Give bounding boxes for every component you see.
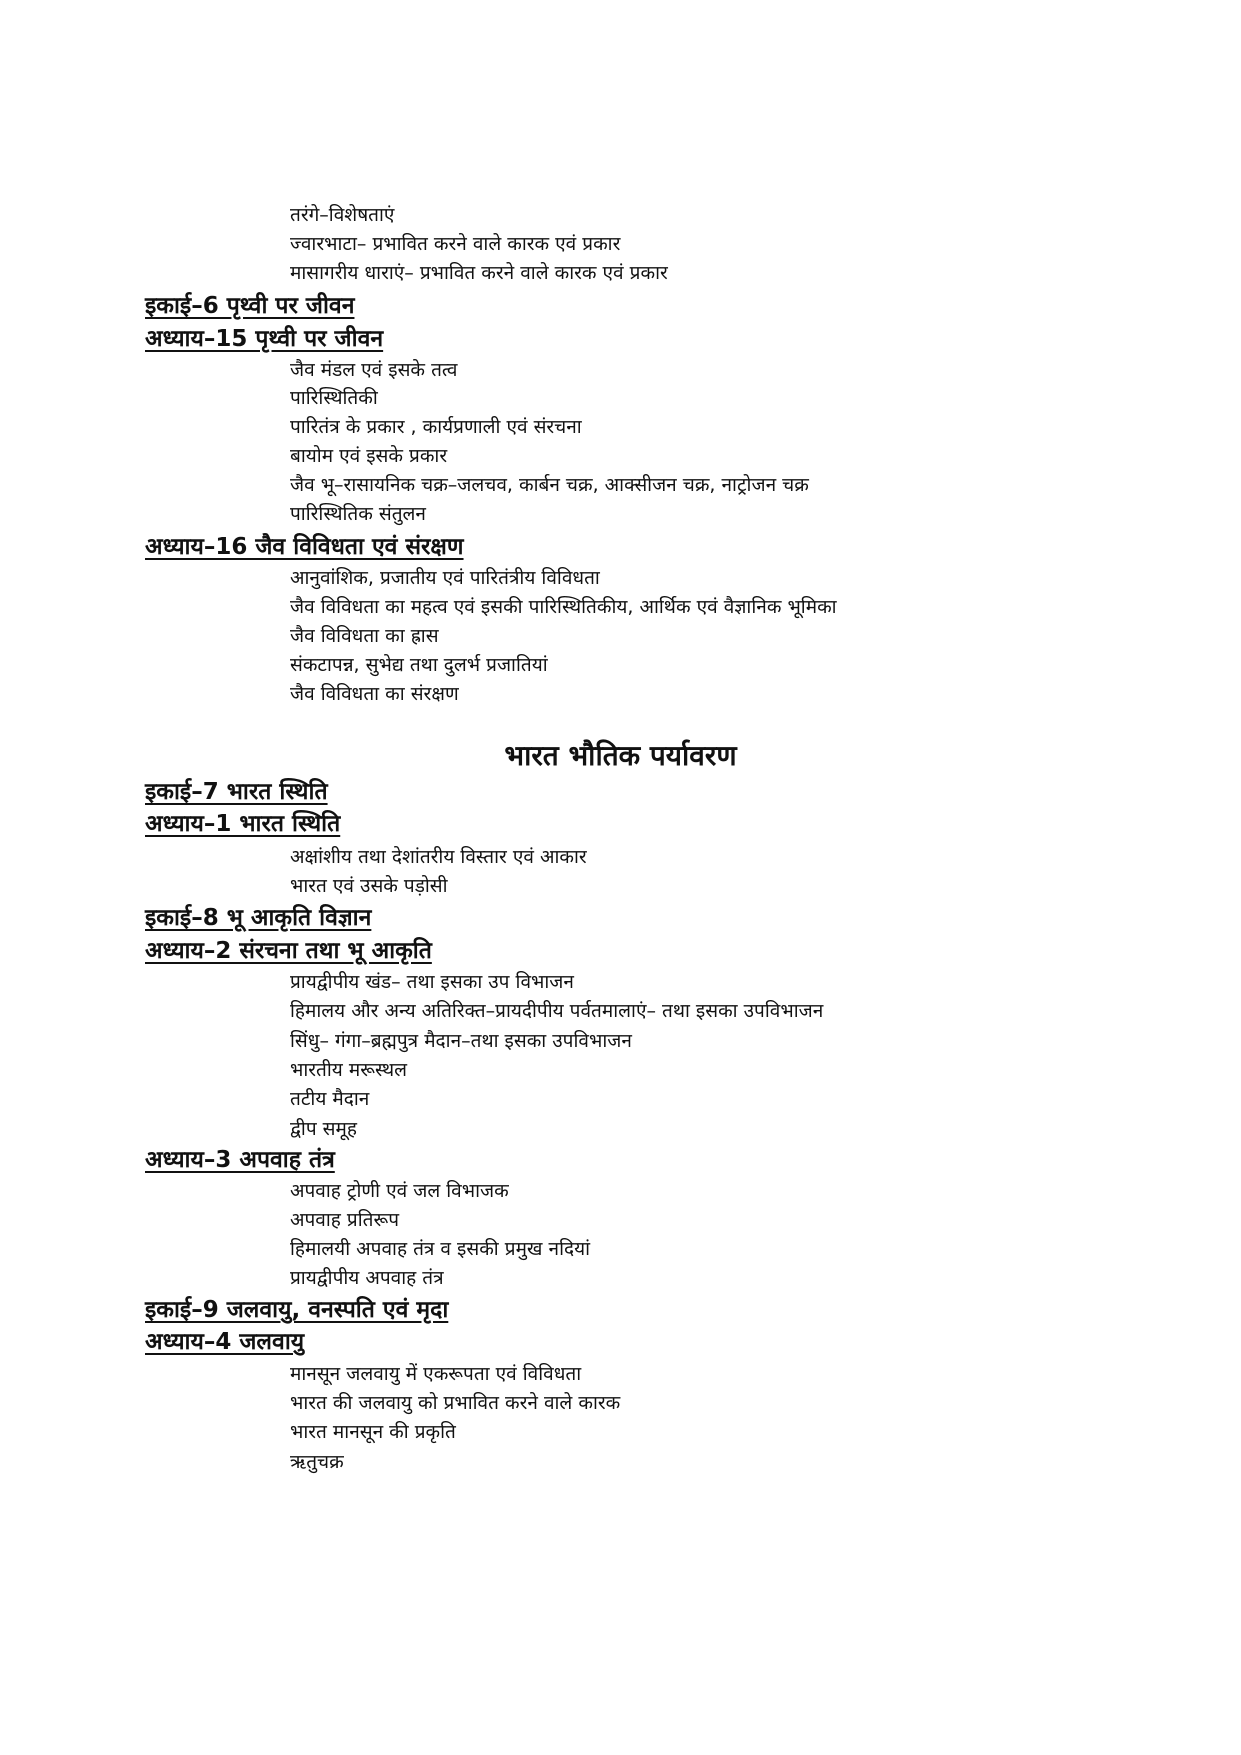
section-heading: अध्याय–15 पृथ्वी पर जीवन — [145, 326, 384, 352]
topic-line: जैव विविधता का महत्व एवं इसकी पारिस्थितिकीय, आर्थिक एवं वैज्ञानिक भूमिका — [290, 596, 837, 618]
topic-line: तरंगे–विशेषताएं — [290, 204, 395, 226]
topic-line: जैव विविधता का संरक्षण — [290, 683, 459, 705]
topic-line: भारत मानसून की प्रकृति — [290, 1421, 456, 1443]
section-heading: इकाई–8 भू आकृति विज्ञान — [145, 905, 372, 931]
topic-line: मानसून जलवायु में एकरूपता एवं विविधता — [290, 1363, 582, 1385]
topic-line: अपवाह प्रतिरूप — [290, 1209, 400, 1231]
topic-line: हिमालयी अपवाह तंत्र व इसकी प्रमुख नदियां — [290, 1238, 591, 1260]
topic-line: प्रायद्वीपीय खंड– तथा इसका उप विभाजन — [290, 971, 574, 993]
section-heading: अध्याय–4 जलवायु — [145, 1329, 305, 1355]
topic-line: द्वीप समूह — [290, 1118, 357, 1140]
topic-line: मासागरीय धाराएं– प्रभावित करने वाले कारक एवं प्रकार — [290, 262, 668, 284]
section-heading: अध्याय–16 जैव विविधता एवं संरक्षण — [145, 534, 464, 560]
topic-line: भारत की जलवायु को प्रभावित करने वाले कारक — [290, 1392, 621, 1414]
topic-line: अपवाह ट्रोणी एवं जल विभाजक — [290, 1180, 509, 1202]
part-title: भारत भौतिक पर्यावरण — [504, 739, 737, 772]
topic-line: ज्वारभाटा– प्रभावित करने वाले कारक एवं प्रकार — [290, 233, 621, 255]
topic-line: सिंधु– गंगा–ब्रह्मपुत्र मैदान–तथा इसका उपविभाजन — [290, 1030, 632, 1052]
topic-line: प्रायद्वीपीय अपवाह तंत्र — [290, 1267, 444, 1289]
topic-line: हिमालय और अन्य अतिरिक्त–प्रायदीपीय पर्वतमालाएं– तथा इसका उपविभाजन — [290, 1000, 824, 1022]
topic-line: बायोम एवं इसके प्रकार — [290, 445, 448, 467]
topic-line: तटीय मैदान — [290, 1088, 370, 1110]
topic-line: भारतीय मरूस्थल — [290, 1059, 408, 1081]
topic-line: अक्षांशीय तथा देशांतरीय विस्तार एवं आकार — [290, 846, 587, 868]
section-heading: इकाई–6 पृथ्वी पर जीवन — [145, 293, 355, 319]
section-heading: अध्याय–1 भारत स्थिति — [145, 811, 341, 837]
section-heading: अध्याय–3 अपवाह तंत्र — [145, 1147, 335, 1173]
topic-line: भारत एवं उसके पड़ोसी — [290, 875, 448, 897]
section-heading: इकाई–9 जलवायु, वनस्पति एवं मृदा — [145, 1297, 449, 1323]
topic-line: ऋतुचक्र — [290, 1451, 344, 1473]
topic-line: जैव विविधता का ह्रास — [290, 625, 439, 647]
topic-line: पारितंत्र के प्रकार , कार्यप्रणाली एवं संरचना — [290, 416, 582, 438]
topic-line: आनुवांशिक, प्रजातीय एवं पारितंत्रीय विविधता — [290, 567, 600, 589]
topic-line: संकटापन्न, सुभेद्य तथा दुलर्भ प्रजातियां — [290, 654, 548, 676]
section-heading: अध्याय–2 संरचना तथा भू आकृति — [145, 938, 432, 964]
topic-line: जैव मंडल एवं इसके तत्व — [290, 359, 458, 381]
topic-line: पारिस्थितिकी — [290, 387, 378, 409]
topic-line: जैव भू–रासायनिक चक्र–जलचव, कार्बन चक्र, आक्सीजन चक्र, नाट्रोजन चक्र — [290, 474, 809, 496]
section-heading: इकाई–7 भारत स्थिति — [145, 779, 328, 805]
topic-line: पारिस्थितिक संतुलन — [290, 503, 426, 525]
